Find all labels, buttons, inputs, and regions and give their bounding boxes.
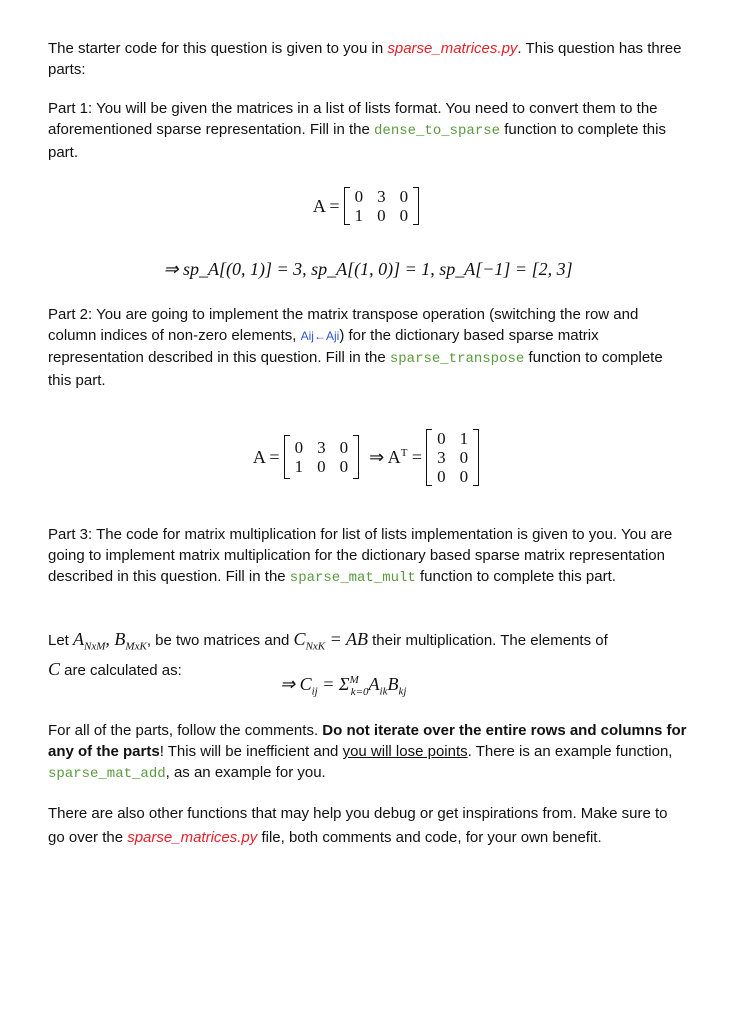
matrix-a: 0 3 0 1 0 0: [344, 187, 420, 225]
file-name-2: sparse_matrices.py: [127, 829, 258, 846]
dense-to-sparse-code: dense_to_sparse: [374, 123, 501, 139]
swap-notation: Aij←Aji: [300, 329, 340, 343]
part1-paragraph: Part 1: You will be given the matrices in a list of lists format. You need to convert them to the aforementioned sparse representation. Fill in the dense_to_sparse function to complete this part.: [48, 100, 666, 161]
part3-definition: Let $A_{NxM}$, $B_{MxK}$, be two matrices and $C_{NxK}$ = AB their multiplication. The elements of C are calculated as:: [48, 629, 608, 679]
sparse-transpose-code: sparse_transpose: [389, 351, 525, 367]
part2-paragraph: Part 2: You are going to implement the matrix transpose operation (switching the row and column indices of non-zero elements, Aij←Aji) for the dictionary based sparse matrix representation described in this question. Fill in the sparse_transpose function to complete this part.: [48, 306, 663, 389]
sparse-mat-add-code: sparse_mat_add: [48, 766, 166, 782]
intro-paragraph: The starter code for this question is given to you in sparse_matrices.py. This question has three parts:: [48, 40, 682, 78]
file-name: sparse_matrices.py: [387, 40, 518, 57]
part1-matrix-equation: A = 0 3 0 1 0 0: [48, 184, 688, 228]
part2-transpose-equation: A = 0 3 0 1 0 0 ⇒ $A^T$ = 0 1 3 0 0 0: [48, 426, 688, 488]
multiplication-formula: ⇒ $C_{ij} = \Sigma^M_{k=0}A_{ik}B_{kj}$: [280, 674, 407, 698]
sparse-mat-mult-code: sparse_mat_mult: [289, 570, 416, 586]
matrix-a-transpose: 0 1 3 0 0 0: [426, 429, 479, 486]
outro-paragraph: There are also other functions that may help you debug or get inspirations from. Make sure to go over the sparse_matrices.py file, both comments and code, for your own benefit.: [48, 805, 668, 846]
part1-result: ⇒ sp_A[(0, 1)] = 3, sp_A[(1, 0)] = 1, sp_A[−1] = [2, 3]: [163, 258, 573, 279]
part3-paragraph: Part 3: The code for matrix multiplication for list of lists implementation is given to you. You are going to implement matrix multiplication for the dictionary based sparse matrix representation described in this question. Fill in the sparse_mat_mult function to complete this part.: [48, 526, 673, 586]
matrix-a-2: 0 3 0 1 0 0: [284, 435, 360, 479]
note-paragraph: For all of the parts, follow the comments. Do not iterate over the entire rows and columns for any of the parts! This will be inefficient and you will lose points. There is an example function, sparse_mat_add, as an example for you.: [48, 722, 687, 782]
